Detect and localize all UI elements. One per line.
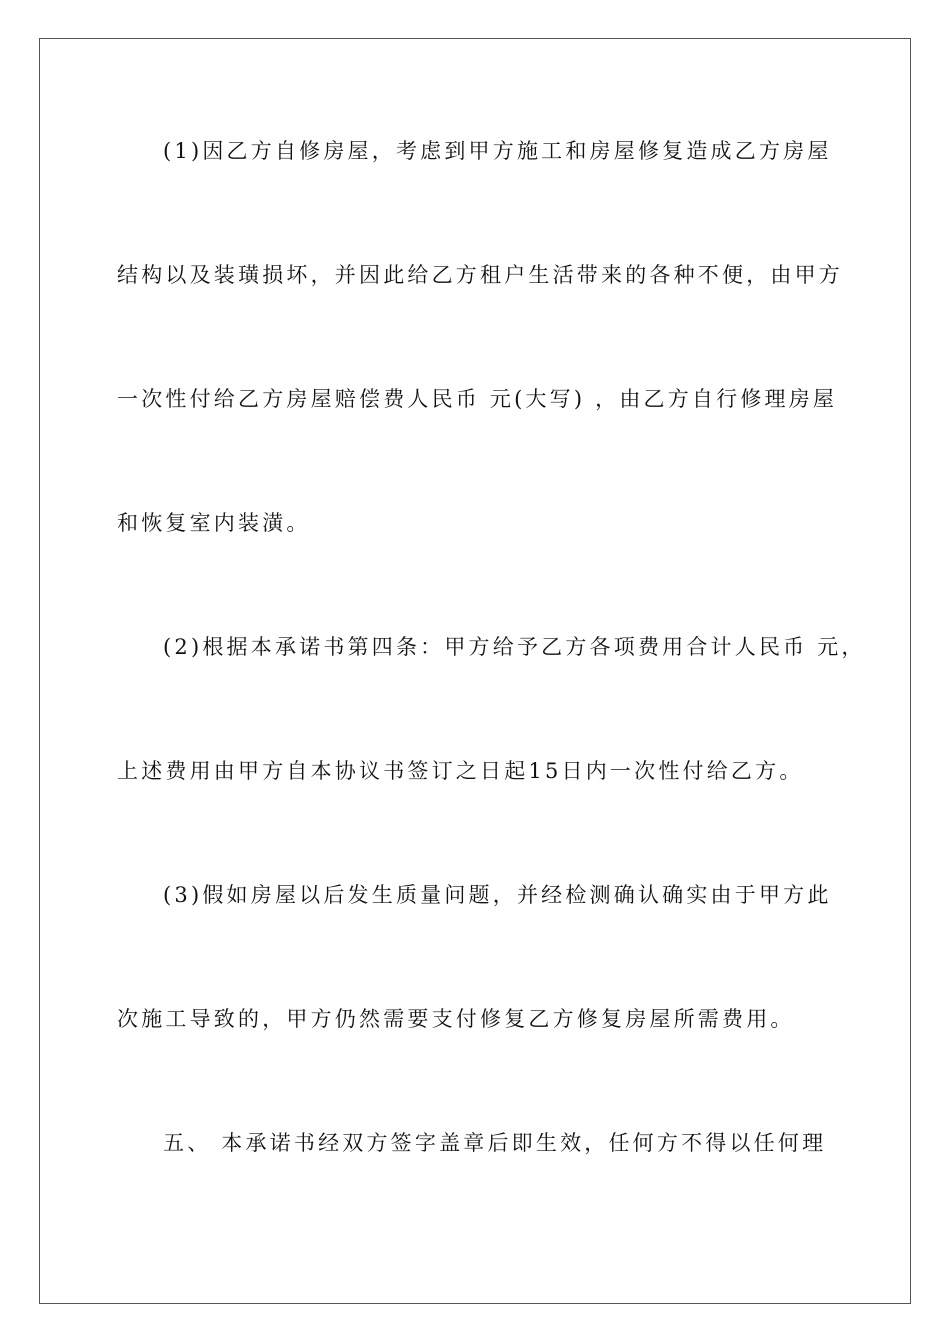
paragraph-3-line-2: 次施工导致的，甲方仍然需要支付修复乙方修复房屋所需费用。: [117, 1007, 795, 1031]
page-border: [39, 38, 911, 1304]
paragraph-1-line-1: (1)因乙方自修房屋，考虑到甲方施工和房屋修复造成乙方房屋: [163, 139, 832, 163]
paragraph-3-line-1: (3)假如房屋以后发生质量问题，并经检测确认确实由于甲方此: [163, 883, 832, 907]
paragraph-1-line-3: 一次性付给乙方房屋赔偿费人民币 元(大写) ，由乙方自行修理房屋: [117, 387, 838, 411]
section-five-line-1: 五、 本承诺书经双方签字盖章后即生效，任何方不得以任何理: [163, 1131, 827, 1155]
paragraph-1-line-4: 和恢复室内装潢。: [117, 511, 311, 535]
paragraph-2-line-1: (2)根据本承诺书第四条：甲方给予乙方各项费用合计人民币 元，: [163, 635, 866, 659]
paragraph-1-line-2: 结构以及装璜损坏，并因此给乙方租户生活带来的各种不便，由甲方: [117, 263, 843, 287]
paragraph-2-line-2: 上述费用由甲方自本协议书签订之日起15日内一次性付给乙方。: [117, 759, 804, 783]
